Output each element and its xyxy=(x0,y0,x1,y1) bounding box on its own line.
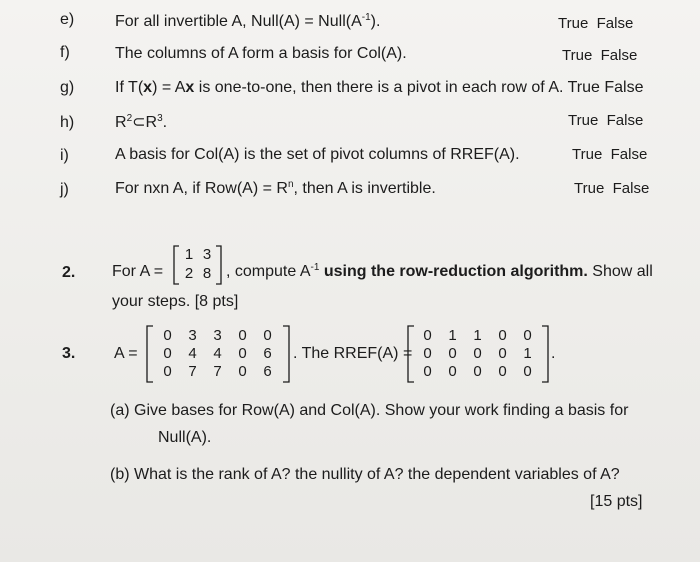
problem-3-post: . xyxy=(551,345,556,362)
item-g-label: g) xyxy=(60,79,75,96)
problem-3-matrix-a-cell: 0 xyxy=(163,345,172,362)
item-e-true-false: True False xyxy=(558,15,634,32)
problem-3-matrix-rref xyxy=(406,325,550,383)
problem-2-line-2: your steps. [8 pts] xyxy=(112,293,239,310)
problem-3-mid: . The RREF(A) = xyxy=(293,345,413,362)
problem-3-matrix-a-cell: 3 xyxy=(188,327,197,344)
problem-3-matrix-a-cell: 4 xyxy=(188,345,197,362)
problem-3-matrix-a-cell: 0 xyxy=(263,327,272,344)
item-f-label: f) xyxy=(60,44,70,61)
problem-2-text-mid: , compute A xyxy=(226,263,311,280)
item-h-true-false: True False xyxy=(568,112,644,129)
problem-3-matrix-rref-cell: 0 xyxy=(473,345,482,362)
item-h-label: h) xyxy=(60,114,75,131)
problem-3-matrix-a-cells xyxy=(155,327,280,381)
problem-3-matrix-rref-cell: 1 xyxy=(448,327,457,344)
problem-3-matrix-rref-cell: 0 xyxy=(498,363,507,380)
problem-3-matrix-a xyxy=(145,325,291,383)
problem-2-superscript: -1 xyxy=(310,262,320,273)
item-f-statement: The columns of A form a basis for Col(A). xyxy=(115,45,407,62)
item-f-true-false: True False xyxy=(562,47,638,64)
problem-2-matrix-cell: 3 xyxy=(202,246,212,263)
problem-3-matrix-a-cell: 6 xyxy=(263,363,272,380)
problem-2-matrix-cells xyxy=(180,246,216,284)
item-g-statement xyxy=(115,79,643,97)
problem-3-points: [15 pts] xyxy=(590,493,643,510)
problem-2-matrix xyxy=(172,245,224,285)
item-h-r1: R xyxy=(115,114,127,131)
item-j-label: j) xyxy=(60,181,69,198)
problem-3-matrix-rref-cell: 1 xyxy=(523,345,532,362)
item-g-text-mid: ) = A xyxy=(152,79,186,96)
problem-3-matrix-rref-cells xyxy=(415,327,540,381)
problem-3-matrix-a-cell: 0 xyxy=(238,345,247,362)
item-h-sup2: 3 xyxy=(157,113,163,124)
problem-3-matrix-a-cell: 4 xyxy=(213,345,222,362)
problem-2-bold-text: using the row-reduction algorithm. xyxy=(319,263,588,280)
item-i-true-false: True False xyxy=(572,146,648,163)
problem-3-matrix-rref-cell: 0 xyxy=(423,363,432,380)
problem-3-part-a-line-2: Null(A). xyxy=(158,429,212,446)
problem-3-matrix-rref-cell: 0 xyxy=(423,345,432,362)
item-h-sup1: 2 xyxy=(126,113,133,124)
problem-3-matrix-rref-cell: 0 xyxy=(448,345,457,362)
problem-2-matrix-cell: 1 xyxy=(184,246,194,263)
problem-3-matrix-a-cell: 7 xyxy=(188,363,197,380)
item-i-statement: A basis for Col(A) is the set of pivot columns of RREF(A). xyxy=(115,146,520,163)
problem-2-statement xyxy=(226,263,653,281)
item-g-text-post: is one-to-one, then there is a pivot in each row of A. True False xyxy=(194,79,644,96)
problem-3-matrix-a-cell: 6 xyxy=(263,345,272,362)
problem-2-text-post: Show all xyxy=(587,263,653,280)
problem-3-matrix-a-cell: 7 xyxy=(213,363,222,380)
problem-3-matrix-rref-cell: 0 xyxy=(423,327,432,344)
problem-3-matrix-rref-cell: 0 xyxy=(473,363,482,380)
item-e-text-pre: For all invertible A, Null(A) = Null(A xyxy=(115,13,362,30)
problem-3-matrix-a-cell: 0 xyxy=(163,363,172,380)
problem-3-number: 3. xyxy=(62,345,76,362)
item-j-text-post: , then A is invertible. xyxy=(293,180,436,197)
item-e-text-post: ). xyxy=(370,13,381,30)
item-h-subset-symbol: ⊂ xyxy=(132,114,146,131)
item-j-true-false: True False xyxy=(574,180,650,197)
problem-3-matrix-rref-cell: 0 xyxy=(498,345,507,362)
item-e-superscript: -1 xyxy=(361,12,371,23)
item-j-superscript: n xyxy=(287,179,294,190)
problem-2-matrix-cell: 8 xyxy=(202,265,212,282)
item-e-statement xyxy=(115,13,380,31)
problem-2-number: 2. xyxy=(62,264,76,281)
problem-3-matrix-rref-cell: 1 xyxy=(473,327,482,344)
problem-3-matrix-a-cell: 0 xyxy=(238,363,247,380)
item-h-text-post: . xyxy=(162,114,168,131)
problem-2-matrix-cell: 2 xyxy=(184,265,194,282)
item-g-bold-x: x xyxy=(143,79,153,96)
item-i-label: i) xyxy=(60,147,69,164)
problem-3-matrix-rref-cell: 0 xyxy=(448,363,457,380)
item-e-label: e) xyxy=(60,11,75,28)
problem-2-lead: For A = xyxy=(112,263,164,280)
problem-3-matrix-a-cell: 0 xyxy=(163,327,172,344)
item-j-text-pre: For nxn A, if Row(A) = R xyxy=(115,180,288,197)
item-g-text-pre: If T( xyxy=(115,79,144,96)
problem-3-matrix-a-cell: 3 xyxy=(213,327,222,344)
item-h-r2: R xyxy=(145,114,158,131)
item-h-statement xyxy=(115,112,167,132)
problem-3-matrix-rref-cell: 0 xyxy=(523,363,532,380)
problem-3-matrix-rref-cell: 0 xyxy=(523,327,532,344)
problem-3-lead: A = xyxy=(114,345,138,362)
item-g-bold-x2: x xyxy=(185,79,195,96)
item-j-statement xyxy=(115,180,436,198)
problem-3-matrix-a-cell: 0 xyxy=(238,327,247,344)
problem-3-matrix-rref-cell: 0 xyxy=(498,327,507,344)
problem-3-part-b-line-1: (b) What is the rank of A? the nullity of A? the dependent variables of A? xyxy=(110,466,620,483)
problem-3-part-a-line-1: (a) Give bases for Row(A) and Col(A). Show your work finding a basis for xyxy=(110,402,629,419)
